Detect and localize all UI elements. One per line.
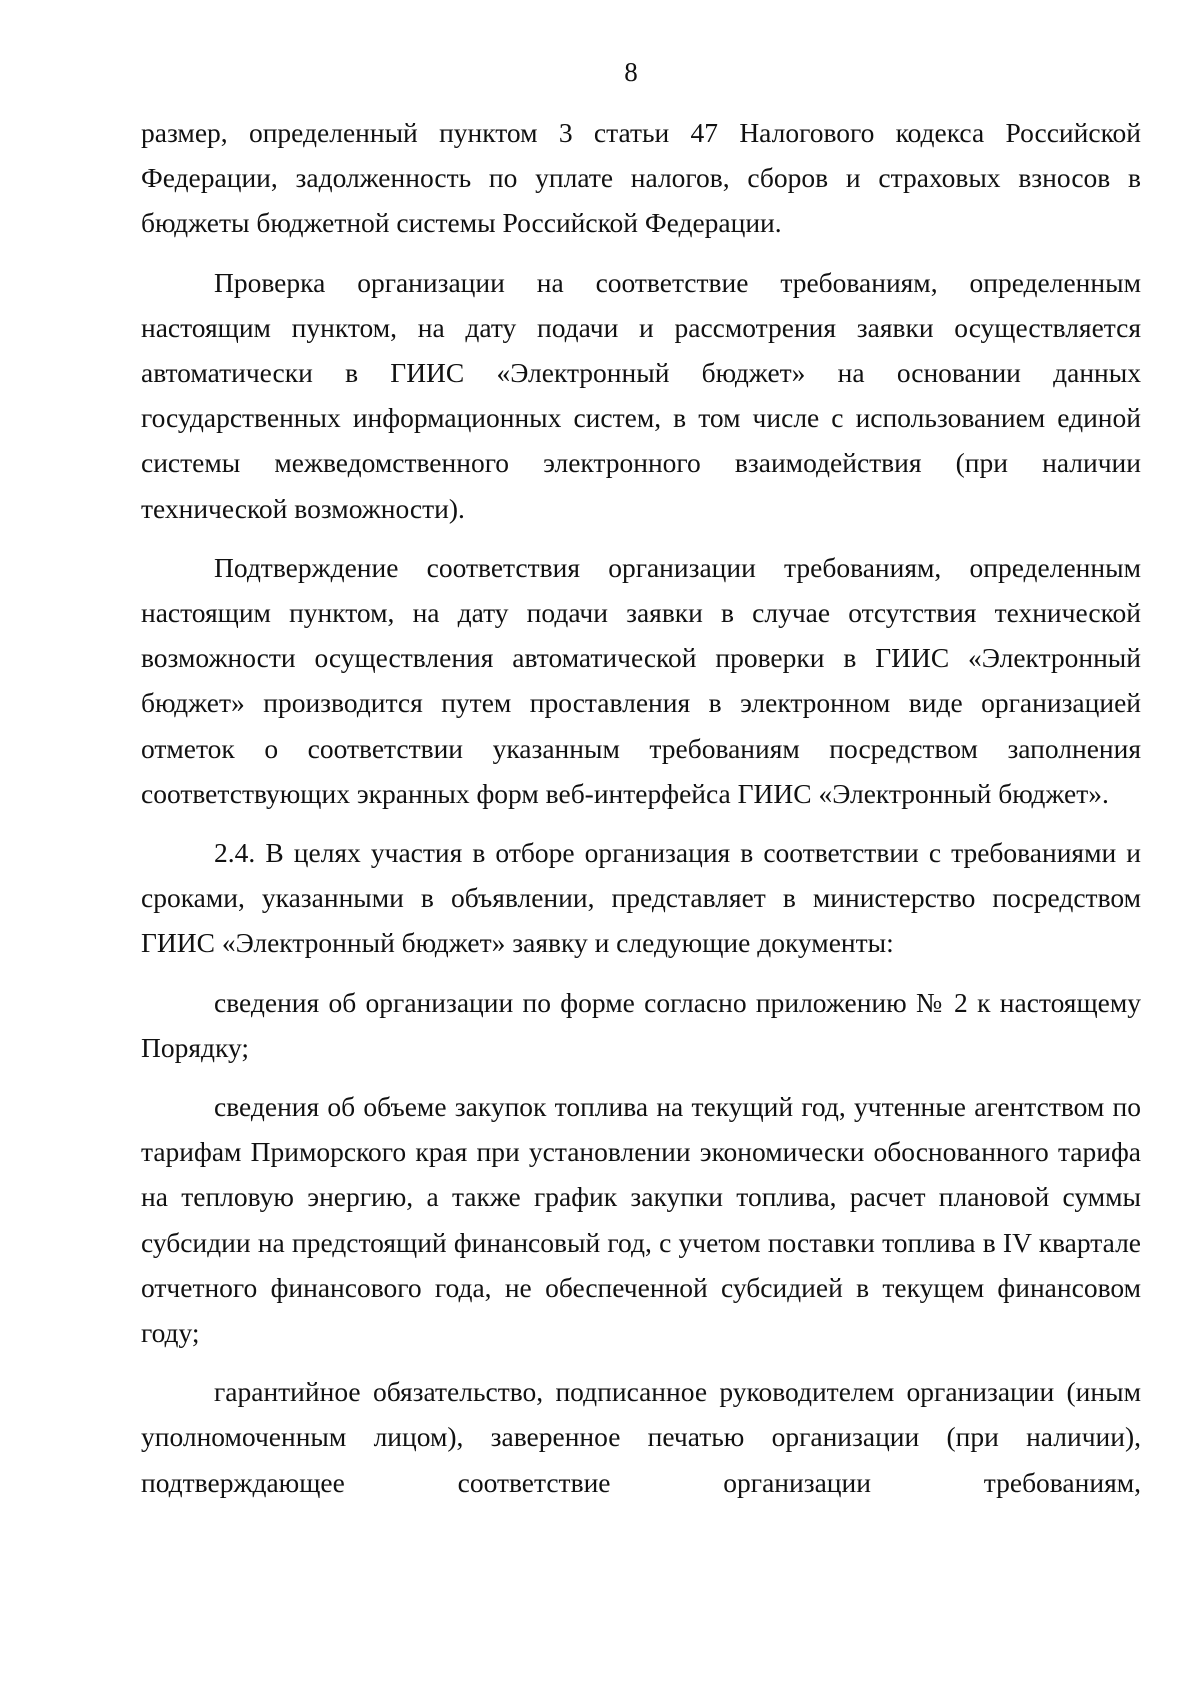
paragraph-continuation: размер, определенный пунктом 3 статьи 47 Налогового кодекса Российской Федерации, задолженность по уплате налогов, сборов и страховых взносов в бюджеты бюджетной системы Российской Федерации. — [141, 117, 1141, 239]
paragraph-doc-guarantee: гарантийное обязательство, подписанное руководителем организации (иным уполномоченным лицом), заверенное печатью организации (при наличии), подтверждающее соответствие организации требованиям, — [141, 1376, 1141, 1498]
paragraph-clause-2-4: 2.4. В целях участия в отборе организация в соответствии с требованиями и сроками, указанными в объявлении, представляет в министерство посредством ГИИС «Электронный бюджет» заявку и следующие документы: — [141, 837, 1141, 959]
document-body — [141, 110, 1141, 1505]
paragraph-confirmation-manual: Подтверждение соответствия организации требованиям, определенным настоящим пунктом, на дату подачи заявки в случае отсутствия технической возможности осуществления автоматической проверки в ГИИС «Электронный бюджет» производится путем проставления в электронном виде организацией отметок о соответствии указанным требованиям посредством заполнения соответствующих экранных форм веб-интерфейса ГИИС «Электронный бюджет». — [141, 551, 1141, 809]
paragraph-doc-fuel-volume: сведения об объеме закупок топлива на текущий год, учтенные агентством по тарифам Приморского края при установлении экономически обоснованного тарифа на тепловую энергию, а также график закупки топлива, расчет плановой суммы субсидии на предстоящий финансовый год, с учетом поставки топлива в IV квартале отчетного финансового года, не обеспеченной субсидией в текущем финансовом году; — [141, 1091, 1141, 1349]
paragraph-check-automatic: Проверка организации на соответствие требованиям, определенным настоящим пунктом, на дату подачи и рассмотрения заявки осуществляется автоматически в ГИИС «Электронный бюджет» на основании данных государственных информационных систем, в том числе с использованием единой системы межведомственного электронного взаимодействия (при наличии технической возможности). — [141, 266, 1141, 524]
page-number: 8 — [624, 57, 638, 87]
paragraph-doc-organization-info: сведения об организации по форме согласно приложению № 2 к настоящему Порядку; — [141, 986, 1141, 1063]
